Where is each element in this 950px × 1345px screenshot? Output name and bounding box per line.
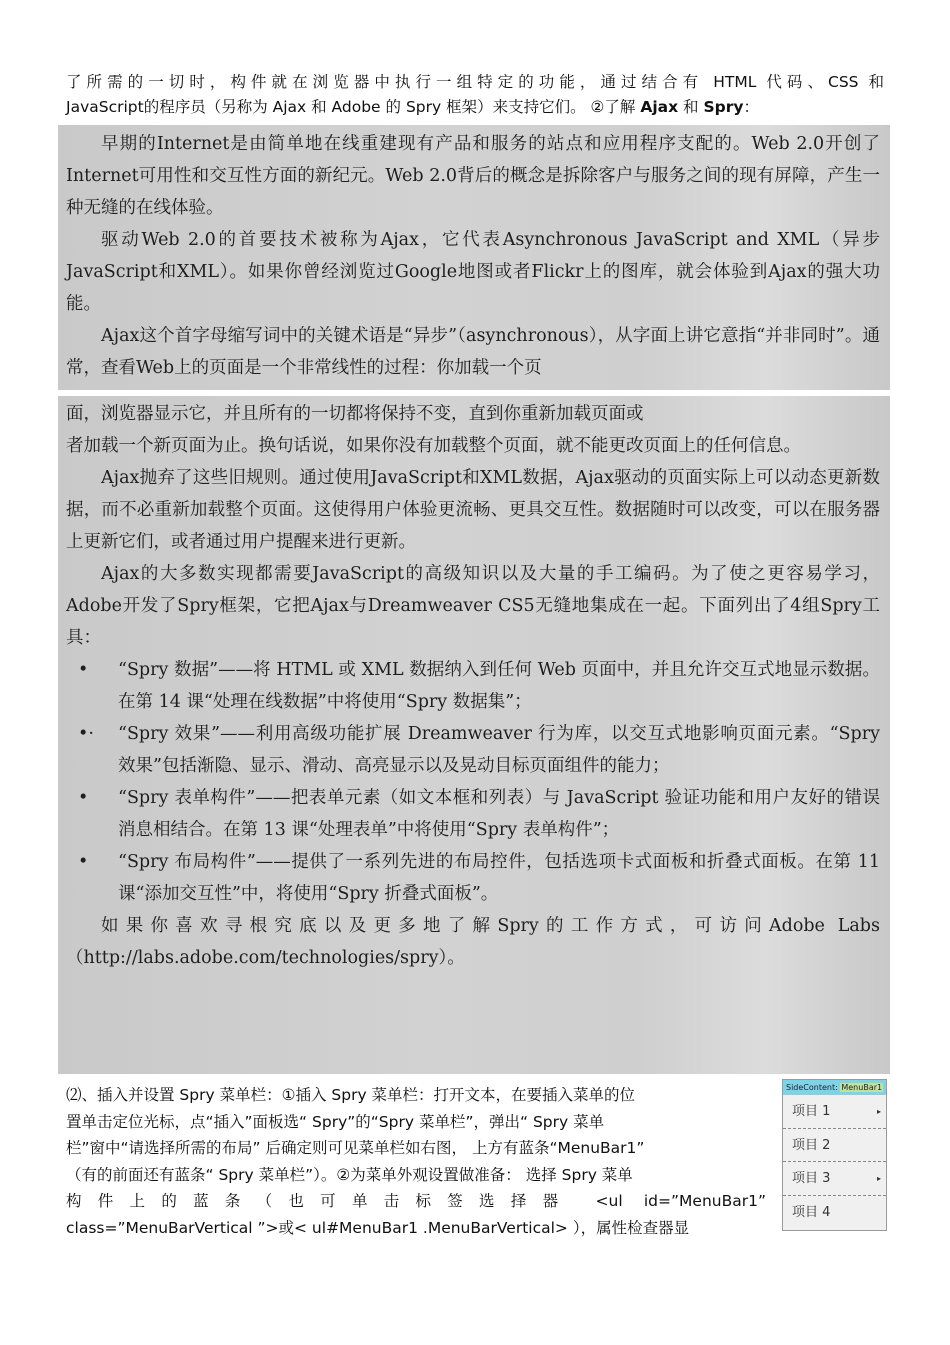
spry-tools-list: [66, 654, 880, 910]
menu-item-2[interactable]: [783, 1129, 886, 1163]
scanned-excerpt-2: [58, 396, 890, 1074]
scanned-excerpt-1: [58, 125, 890, 390]
menubar-tag-prefix: SideContent:: [786, 1083, 841, 1092]
spry-tool-text: “Spry 数据”——将 HTML 或 XML 数据纳入到任何 Web 页面中，并且允许交互式地显示数据。在第 14 课“处理在线数据”中将使用“Spry 数据集”；: [118, 660, 880, 712]
scan2-para-2: Ajax抛弃了这些旧规则。通过使用JavaScript和XML数据，Ajax驱动的页面实际上可以动态更新数据，而不必重新加载整个页面。这使得用户体验更流畅、更具交互性。数据随时可以改变，可以在服务器上更新它们，或者通过用户提醒来进行更新。: [66, 468, 880, 552]
submenu-arrow-icon: ▸: [876, 1107, 881, 1116]
spry-tool-text: “Spry 布局构件”——提供了一系列先进的布局控件，包括选项卡式面板和折叠式面板。在第 11 课“添加交互性”中，将使用“Spry 折叠式面板”。: [118, 852, 880, 904]
instructions-line-5: 构件上的蓝条（也可单击标签选择器 <ul id=”MenuBar1”: [66, 1192, 766, 1211]
intro-ajax-bold: Ajax: [640, 98, 679, 116]
intro-and: 和: [678, 98, 704, 116]
intro-colon: ：: [743, 98, 760, 116]
menu-item-label: 项目 3: [792, 1171, 831, 1186]
menubar-tag-name: MenuBar1: [841, 1083, 883, 1092]
intro-line-2-text: JavaScript的程序员（另称为 Ajax 和 Adobe 的 Spry 框架）来支持它们。 ②了解: [66, 98, 641, 116]
bullet-icon: •: [78, 660, 89, 680]
menubar-tag-strip[interactable]: [783, 1080, 886, 1095]
scan2-para-3: Ajax的大多数实现都需要JavaScript的高级知识以及大量的手工编码。为了使之更容易学习，Adobe开发了Spry框架，它把Ajax与Dreamweaver CS5无缝地集成在一起。下面列出了4组Spry工具：: [66, 564, 880, 648]
spry-tool-item: [78, 718, 880, 782]
menu-item-label: 项目 1: [792, 1104, 831, 1119]
instructions-line-6: class=”MenuBarVertical ”>或< ul#MenuBar1 .MenuBarVertical> ），属性检查器显: [66, 1218, 690, 1237]
instructions-line-2: 置单击定位光标，点“插入”面板选“ Spry”的“Spry 菜单栏”，弹出“ Spry 菜单: [66, 1112, 605, 1131]
scan1-para-1: 早期的Internet是由简单地在线重建现有产品和服务的站点和应用程序支配的。Web 2.0开创了Internet可用性和交互性方面的新纪元。Web 2.0背后的概念是拆除客户与服务之间的现有屏障，产生一种无缝的在线体验。: [66, 134, 880, 218]
bullet-icon: •·: [78, 724, 94, 744]
spry-tool-item: [78, 654, 880, 718]
instructions-line-4: （有的前面还有蓝条“ Spry 菜单栏”）。②为菜单外观设置做准备： 选择 Spry 菜单: [66, 1165, 633, 1184]
submenu-arrow-icon: ▸: [876, 1174, 881, 1183]
spry-tool-item: [78, 846, 880, 910]
instructions-line-3: 栏”窗中“请选择所需的布局” 后确定则可见菜单栏如右图， 上方有蓝条“MenuBar1”: [66, 1139, 645, 1158]
menu-item-label: 项目 4: [792, 1204, 831, 1220]
scan1-para-3: Ajax这个首字母缩写词中的关键术语是“异步”（asynchronous），从字面上讲它意指“并非同时”。通常，查看Web上的页面是一个非常线性的过程：你加载一个页: [66, 326, 880, 378]
instructions-line-1: ⑵、插入并设置 Spry 菜单栏：①插入 Spry 菜单栏：打开文本，在要插入菜单的位: [66, 1086, 636, 1104]
instructions-paragraph: [66, 1082, 766, 1242]
intro-line-2: [66, 95, 884, 120]
menu-item-4[interactable]: [783, 1196, 886, 1230]
scan2-para-1b: 者加载一个新页面为止。换句话说，如果你没有加载整个页面，就不能更改页面上的任何信息。: [66, 436, 801, 456]
intro-paragraph: [66, 70, 884, 120]
menu-item-label: 项目 2: [792, 1137, 831, 1153]
scan2-para-4: 如果你喜欢寻根究底以及更多地了解Spry的工作方式，可访问Adobe Labs（http://labs.adobe.com/technologies/spry）。: [66, 916, 880, 968]
intro-line-1: 了所需的一切时，构件就在浏览器中执行一组特定的功能，通过结合有 HTML 代码、CSS 和: [66, 73, 884, 91]
spry-menubar-preview: [782, 1079, 887, 1231]
scan1-para-2: 驱动Web 2.0的首要技术被称为Ajax，它代表Asynchronous JavaScript and XML（异步JavaScript和XML）。如果你曾经浏览过Google地图或者Flickr上的图库，就会体验到Ajax的强大功能。: [66, 230, 880, 314]
spry-tool-text: “Spry 效果”——利用高级功能扩展 Dreamweaver 行为库，以交互式地影响页面元素。“Spry 效果”包括渐隐、显示、滑动、高亮显示以及晃动目标页面组件的能力；: [118, 724, 880, 776]
menu-item-1[interactable]: [783, 1095, 886, 1129]
bullet-icon: •: [78, 852, 89, 872]
menu-item-3[interactable]: [783, 1162, 886, 1196]
spry-tool-item: [78, 782, 880, 846]
spry-tool-text: “Spry 表单构件”——把表单元素（如文本框和列表）与 JavaScript 验证功能和用户友好的错误消息相结合。在第 13 课“处理表单”中将使用“Spry 表单构件”；: [118, 788, 880, 840]
bullet-icon: •: [78, 788, 89, 808]
intro-spry-bold: Spry: [703, 98, 744, 116]
scan2-para-1a: 面，浏览器显示它，并且所有的一切都将保持不变，直到你重新加载页面或: [66, 404, 644, 424]
